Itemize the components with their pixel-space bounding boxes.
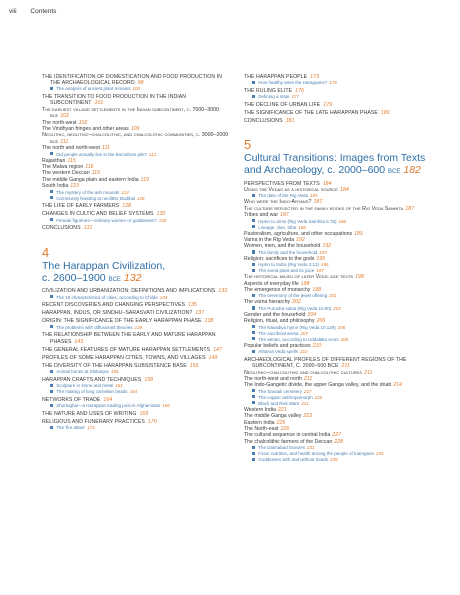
entry-page-number: 130 bbox=[156, 211, 166, 218]
entry-page-number: 211 bbox=[341, 363, 350, 370]
toc-entry bbox=[42, 302, 232, 308]
bullet-square-icon bbox=[50, 384, 53, 387]
entry-page-number: 217 bbox=[303, 388, 312, 394]
entry-text: PROFILES OF SOME HARAPPAN CITIES, TOWNS, AND VILLAGES bbox=[42, 354, 206, 361]
entry-page-number: 206 bbox=[316, 318, 326, 325]
entry-page-number: 147 bbox=[213, 346, 222, 353]
entry-text: Community feasting at neolithic Budihal bbox=[56, 195, 135, 201]
entry-page-number: 204 bbox=[307, 311, 317, 318]
entry-page-number: 195 bbox=[316, 255, 326, 262]
toc-entry bbox=[42, 94, 232, 107]
entry-page-number: 177 bbox=[291, 94, 299, 99]
boxed-feature-entry bbox=[42, 425, 232, 431]
entry-page-number: 227 bbox=[332, 432, 341, 439]
entry-text: The north and north-west bbox=[42, 145, 100, 152]
entry-page-number: 221 bbox=[277, 406, 287, 413]
entry-text: The Daimabad bronzes bbox=[258, 445, 305, 451]
boxed-feature-entry bbox=[42, 86, 232, 92]
entry-page-number: 234 bbox=[376, 451, 384, 457]
entry-text: Hymn to arms (Rig Veda Samhita 6.75) bbox=[258, 218, 337, 224]
toc-entry bbox=[42, 411, 232, 417]
entry-page-number: 192 bbox=[296, 237, 305, 244]
entry-text: The copper anthropomorph bbox=[258, 394, 313, 400]
entry-page-number: 226 bbox=[280, 425, 290, 432]
boxed-feature-entry bbox=[42, 218, 232, 224]
entry-page-number: 166 bbox=[162, 403, 170, 409]
entry-page-number: 198 bbox=[300, 280, 310, 287]
entry-text: CHANGES IN CULTIC AND BELIEF SYSTEMS bbox=[42, 211, 154, 218]
chapter-title: Cultural Transitions: Images from Texts and Archaeology, c. 2000–600 bce 182 bbox=[244, 152, 426, 176]
entry-page-number: 128 bbox=[122, 203, 131, 210]
bullet-square-icon bbox=[50, 390, 53, 393]
entry-page-number: 179 bbox=[323, 101, 333, 108]
bullet-square-icon bbox=[50, 426, 53, 429]
entry-page-number: 176 bbox=[295, 87, 304, 94]
entry-text: The Purusha-sukta (Rig Veda 10.90) bbox=[258, 305, 332, 311]
entry-page-number: 170 bbox=[147, 418, 157, 425]
entry-page-number: 131 bbox=[83, 225, 93, 232]
entry-text: Gender and the household bbox=[244, 311, 306, 318]
entry-page-number: 98 bbox=[137, 80, 144, 86]
entry-text: The family and the household bbox=[258, 249, 318, 255]
entry-text: Black and Red Ware bbox=[258, 400, 300, 406]
entry-page-number: 123 bbox=[70, 183, 79, 190]
bullet-square-icon bbox=[252, 446, 255, 449]
entry-text: The analysis of ancient plant remains bbox=[56, 86, 131, 92]
entry-page-number: 119 bbox=[91, 170, 100, 177]
entry-text: The 'fire altars' bbox=[56, 425, 86, 431]
entry-text: THE RELATIONSHIP BETWEEN THE EARLY AND MATURE HARAPPAN PHASES bbox=[42, 332, 216, 345]
entry-page-number: 184 bbox=[322, 180, 332, 187]
entry-page-number: 138 bbox=[204, 318, 214, 325]
entry-page-number: 187 bbox=[280, 212, 289, 219]
bullet-square-icon bbox=[252, 337, 255, 340]
chapter-number: 4 bbox=[42, 244, 50, 260]
entry-page-number: 156 bbox=[110, 369, 119, 375]
entry-page-number: 109 bbox=[130, 126, 140, 133]
chapter-4-entries-cont bbox=[244, 74, 434, 124]
entry-text: HARAPPAN CRAFTS AND TECHNIQUES bbox=[42, 376, 142, 383]
entry-page-number: 203 bbox=[333, 305, 341, 311]
toc-entry bbox=[244, 110, 434, 116]
entry-page-number: 180 bbox=[380, 109, 390, 116]
bullet-square-icon bbox=[252, 325, 255, 328]
bullet-square-icon bbox=[252, 331, 255, 334]
entry-text: The Vindhyan fringes and other areas bbox=[42, 126, 129, 133]
entry-page-number: 202 bbox=[292, 299, 301, 306]
entry-text: The date of the Rig Veda bbox=[258, 193, 308, 199]
entry-text: The atman, according to Uddalaka Aruni bbox=[258, 336, 339, 342]
entry-text: The Malwa region bbox=[42, 164, 84, 171]
entry-text: Rajasthan bbox=[42, 157, 66, 164]
entry-text: The varna hierarchy bbox=[244, 299, 291, 306]
entry-text: How healthy were the Harappans? bbox=[258, 80, 328, 85]
toc-entry bbox=[42, 332, 232, 345]
entry-text: Animal bones at Shikarpur bbox=[56, 369, 109, 375]
bullet-square-icon bbox=[50, 295, 53, 298]
entry-page-number: 192 bbox=[322, 243, 331, 250]
entry-page-number: 119 bbox=[140, 176, 149, 183]
entry-page-number: 221 bbox=[301, 400, 309, 406]
toc-entry bbox=[244, 357, 434, 370]
entry-text: The north-west and north bbox=[244, 375, 302, 382]
bullet-square-icon bbox=[252, 250, 255, 253]
entry-text: Western India bbox=[244, 406, 276, 413]
entry-page-number: 111 bbox=[60, 138, 69, 145]
entry-page-number: 137 bbox=[195, 310, 205, 317]
entry-page-number: 171 bbox=[87, 425, 95, 431]
entry-text: South India bbox=[42, 183, 69, 190]
entry-text: THE DIVERSITY OF THE HARAPPAN SUBSISTENCE BASE bbox=[42, 362, 187, 369]
bullet-square-icon bbox=[252, 452, 255, 455]
entry-page-number: 187 bbox=[313, 199, 323, 206]
entry-text: Popular beliefs and practices bbox=[244, 342, 311, 349]
page-header bbox=[9, 8, 56, 15]
boxed-feature-entry bbox=[42, 403, 232, 409]
bullet-square-icon bbox=[252, 389, 255, 392]
entry-text: Did people actually live in the Burzahom pits? bbox=[56, 151, 147, 157]
boxed-feature-entry bbox=[42, 196, 232, 202]
entry-text: Goddesses with and without heads bbox=[258, 457, 328, 463]
entry-text: THE NATURE AND USES OF WRITING bbox=[42, 410, 137, 417]
entry-text: Tribes and war bbox=[244, 212, 279, 219]
toc-entry bbox=[244, 102, 434, 108]
right-column bbox=[244, 72, 434, 463]
entry-text: The soma plant and its juice bbox=[258, 268, 315, 274]
bullet-square-icon bbox=[252, 306, 255, 309]
entry-text: CONCLUSIONS bbox=[244, 117, 283, 124]
entry-page-number: 143 bbox=[74, 338, 84, 345]
entry-text: Religion: sacrifices to the gods bbox=[244, 255, 315, 262]
entry-text: The North-east bbox=[244, 425, 279, 432]
bullet-square-icon bbox=[252, 194, 255, 197]
boxed-feature-entry bbox=[244, 457, 434, 463]
bullet-square-icon bbox=[50, 190, 53, 193]
toc-entry bbox=[42, 355, 232, 361]
entry-page-number: 207 bbox=[300, 330, 308, 336]
entry-text: THE TRANSITION TO FOOD PRODUCTION IN THE INDIAN SUBCONTINENT bbox=[42, 94, 187, 107]
entry-page-number: 102 bbox=[60, 113, 70, 120]
entry-text: Varna in the Rig Veda bbox=[244, 237, 295, 244]
entry-text: The cultural sequence in central India bbox=[244, 432, 331, 439]
entry-page-number: 173 bbox=[310, 73, 319, 80]
bullet-square-icon bbox=[252, 263, 255, 266]
toc-entry bbox=[42, 132, 232, 145]
entry-text: Eastern India bbox=[244, 419, 275, 426]
entry-text: The 10 characteristics of cities, according to Childe bbox=[56, 294, 158, 300]
bullet-square-icon bbox=[50, 325, 53, 328]
entry-text: Atharva Veda spells bbox=[258, 349, 298, 355]
entry-page-number: 206 bbox=[337, 324, 346, 330]
boxed-feature-entry bbox=[244, 80, 434, 86]
entry-page-number: 133 bbox=[218, 288, 228, 295]
entry-text: The making of long carnelian beads bbox=[56, 389, 128, 395]
toc-entry bbox=[244, 118, 434, 124]
boxed-feature-entry bbox=[42, 369, 232, 375]
entry-page-number: 208 bbox=[340, 336, 348, 342]
entry-text: Food, nutrition, and health among the people of Inamgaon bbox=[258, 451, 375, 457]
entry-page-number: 101 bbox=[94, 100, 104, 107]
entry-text: ORIGIN: THE SIGNIFICANCE OF THE EARLY HARAPPAN PHASE bbox=[42, 318, 202, 325]
entry-text: Neolithic, neolithic–chalcolithic, and chalcolithic communities, c. 3000–2000 bce bbox=[42, 132, 229, 145]
entry-text: THE HARAPPAN PEOPLE bbox=[244, 73, 308, 80]
entry-page-number: 139 bbox=[134, 324, 143, 330]
entry-page-number: 225 bbox=[276, 419, 286, 426]
entry-text: Female figurines—ordinary women or goddesses? bbox=[56, 217, 157, 223]
entry-text: RECENT DISCOVERIES AND CHANGING PERSPECTIVES bbox=[42, 302, 186, 309]
entry-text: The culture reflected in the family books of the Rig Veda Samhita bbox=[244, 205, 404, 212]
entry-page-number: 214 bbox=[393, 382, 402, 389]
page-number: viii bbox=[9, 8, 17, 15]
entry-text: Using the Vedas as a historical source bbox=[244, 187, 338, 193]
entry-text: The problems with diffusionist theories bbox=[56, 324, 133, 330]
entry-text: RELIGIOUS AND FUNERARY PRACTICES bbox=[42, 418, 145, 425]
bullet-square-icon bbox=[50, 87, 53, 90]
entry-page-number: 112 bbox=[149, 151, 157, 157]
entry-text: THE IDENTIFICATION OF DOMESTICATION AND FOOD PRODUCTION IN THE ARCHAEOLOGICAL RECORD bbox=[42, 73, 222, 86]
entry-text: Who were the Indo-Aryans? bbox=[244, 199, 312, 206]
entry-text: ARCHAEOLOGICAL PROFILES OF DIFFERENT REGIONS OF THE SUBCONTINENT, C. 2000–500 BCE bbox=[244, 356, 407, 370]
boxed-feature-entry bbox=[42, 295, 232, 301]
entry-page-number: 158 bbox=[144, 376, 154, 383]
entry-page-number: 210 bbox=[312, 342, 322, 349]
entry-page-number: 126 bbox=[136, 195, 145, 201]
entry-page-number: 164 bbox=[103, 396, 113, 403]
bullet-square-icon bbox=[252, 95, 255, 98]
chapter-3-entries bbox=[42, 74, 232, 232]
entry-text: The western Deccan bbox=[42, 170, 90, 177]
entry-page-number: 111 bbox=[101, 145, 110, 152]
entry-text: The ceremony of the jewel offering bbox=[258, 293, 328, 299]
entry-text: The Nasadiya hymn (Rig Veda 10.129) bbox=[258, 324, 336, 330]
entry-page-number: 184 bbox=[339, 187, 349, 193]
entry-page-number: 189 bbox=[354, 230, 363, 237]
entry-text: Women, men, and the household bbox=[244, 243, 321, 250]
entry-page-number: 193 bbox=[319, 249, 327, 255]
bullet-square-icon bbox=[50, 404, 53, 407]
bullet-square-icon bbox=[252, 225, 255, 228]
entry-text: THE GENERAL FEATURES OF MATURE HARAPPAN SETTLEMENTS bbox=[42, 346, 211, 353]
entry-page-number: 162 bbox=[115, 383, 123, 389]
boxed-feature-entry bbox=[42, 325, 232, 331]
boxed-feature-entry bbox=[244, 94, 434, 100]
bullet-square-icon bbox=[252, 219, 255, 222]
entry-page-number: 198 bbox=[312, 287, 321, 294]
entry-page-number: 197 bbox=[316, 268, 324, 274]
entry-text: The earliest village settlements in the Indian subcontinent, c. 7000–3000 bce bbox=[42, 106, 219, 120]
toc-entry bbox=[42, 347, 232, 353]
entry-page-number: 115 bbox=[67, 157, 76, 164]
bullet-square-icon bbox=[50, 218, 53, 221]
chapter-title: The Harappan Civilization, c. 2600–1900 bce 132 bbox=[42, 259, 166, 284]
entry-page-number: 228 bbox=[334, 438, 343, 445]
entry-page-number: 149 bbox=[208, 354, 218, 361]
running-title: Contents bbox=[30, 8, 57, 15]
entry-text: The emergence of monarchy bbox=[244, 287, 311, 294]
chapter-5-entries bbox=[244, 181, 434, 464]
chapter-4-heading bbox=[42, 246, 232, 284]
entry-text: CIVILIZATION AND URBANIZATION: DEFINITIONS AND IMPLICATIONS bbox=[42, 288, 216, 295]
toc-entry bbox=[42, 225, 232, 231]
entry-text: Neolithic–chalcolithic and chalcolithic cultures bbox=[244, 369, 363, 376]
entry-page-number: 188 bbox=[338, 218, 346, 224]
entry-page-number: 187 bbox=[405, 205, 415, 212]
entry-text: Religion, ritual, and philosophy bbox=[244, 318, 315, 325]
boxed-feature-entry bbox=[244, 349, 434, 355]
entry-page-number: 196 bbox=[320, 262, 329, 268]
bullet-square-icon bbox=[252, 395, 255, 398]
chapter-5-heading bbox=[244, 138, 434, 176]
entry-text: The Sanauli cemetery bbox=[258, 388, 302, 394]
entry-text: The middle Ganga plain and eastern India bbox=[42, 176, 139, 183]
bullet-square-icon bbox=[50, 196, 53, 199]
entry-page-number: 231 bbox=[306, 445, 315, 451]
entry-page-number: 211 bbox=[303, 375, 313, 382]
entry-text: The historical milieu of later Vedic age texts bbox=[244, 274, 353, 281]
chapter-4-entries bbox=[42, 288, 232, 431]
toc-entry bbox=[42, 107, 232, 120]
entry-page-number: 100 bbox=[132, 86, 140, 92]
bullet-square-icon bbox=[252, 350, 255, 353]
entry-page-number: 135 bbox=[188, 302, 197, 309]
entry-page-number: 164 bbox=[129, 389, 137, 395]
entry-text: THE LIFE OF EARLY FARMERS bbox=[42, 203, 120, 210]
bullet-square-icon bbox=[252, 81, 255, 84]
entry-text: NETWORKS OF TRADE bbox=[42, 396, 101, 403]
toc-entry bbox=[42, 310, 232, 316]
entry-page-number: 235 bbox=[329, 457, 338, 463]
entry-text: Defining a state bbox=[258, 94, 290, 99]
entry-page-number: 185 bbox=[309, 193, 318, 199]
bullet-square-icon bbox=[252, 458, 255, 461]
entry-page-number: 130 bbox=[158, 217, 167, 223]
entry-page-number: 211 bbox=[364, 369, 373, 376]
entry-text: The north-west bbox=[42, 119, 77, 126]
entry-text: THE RULING ELITE bbox=[244, 87, 293, 94]
chapter-number: 5 bbox=[244, 137, 252, 152]
entry-text: Sculpture in stone and metal bbox=[56, 383, 114, 389]
boxed-feature-entry bbox=[42, 389, 232, 395]
entry-text: Pastoralism, agriculture, and other occupations bbox=[244, 230, 353, 237]
entry-text: Shortughai—a Harappan trading post in Afghanistan bbox=[56, 403, 161, 409]
entry-page-number: 198 bbox=[354, 274, 364, 281]
entry-text: The middle Ganga valley bbox=[244, 413, 302, 420]
toc-entry bbox=[42, 74, 232, 87]
entry-page-number: 220 bbox=[314, 394, 323, 400]
bullet-square-icon bbox=[252, 294, 255, 297]
bullet-square-icon bbox=[50, 152, 53, 155]
entry-text: Lineage, clan, tribe bbox=[258, 224, 297, 230]
entry-page-number: 134 bbox=[159, 294, 168, 300]
entry-text: HARAPPAN, INDUS, OR SINDHU–SARASVATI CIVILIZATION? bbox=[42, 310, 193, 317]
entry-text: CONCLUSIONS bbox=[42, 225, 81, 232]
entry-page-number: 210 bbox=[299, 349, 308, 355]
bullet-square-icon bbox=[50, 370, 53, 373]
entry-page-number: 189 bbox=[298, 224, 306, 230]
bullet-square-icon bbox=[252, 401, 255, 404]
entry-text: The Indo-Gangetic divide, the upper Ganga valley, and the doab bbox=[244, 382, 392, 389]
entry-page-number: 102 bbox=[78, 119, 88, 126]
entry-text: The chalcolithic farmers of the Deccan bbox=[244, 438, 333, 445]
entry-page-number: 169 bbox=[139, 410, 149, 417]
entry-page-number: 201 bbox=[329, 293, 337, 299]
left-column bbox=[42, 72, 232, 431]
entry-text: Hymn to Indra (Rig Veda 2.12) bbox=[258, 262, 319, 268]
entry-page-number: 175 bbox=[329, 80, 337, 85]
entry-page-number: 181 bbox=[285, 117, 295, 124]
entry-page-number: 116 bbox=[85, 164, 94, 171]
entry-text: Aspects of everyday life bbox=[244, 280, 299, 287]
entry-page-number: 156 bbox=[189, 362, 199, 369]
chapter-page: 132 bbox=[123, 271, 142, 284]
entry-text: THE SIGNIFICANCE OF THE LATE HARAPPAN PHASE bbox=[244, 109, 378, 116]
entry-page-number: 223 bbox=[303, 413, 313, 420]
entry-text: THE DECLINE OF URBAN LIFE bbox=[244, 101, 321, 108]
toc-entry bbox=[42, 203, 232, 209]
chapter-page: 182 bbox=[403, 164, 421, 176]
bullet-square-icon bbox=[252, 269, 255, 272]
entry-text: The mystery of the ash mounds bbox=[56, 189, 120, 195]
entry-page-number: 124 bbox=[121, 189, 129, 195]
entry-text: The sacrificial arena bbox=[258, 330, 299, 336]
entry-text: PERSPECTIVES FROM TEXTS bbox=[244, 180, 320, 187]
